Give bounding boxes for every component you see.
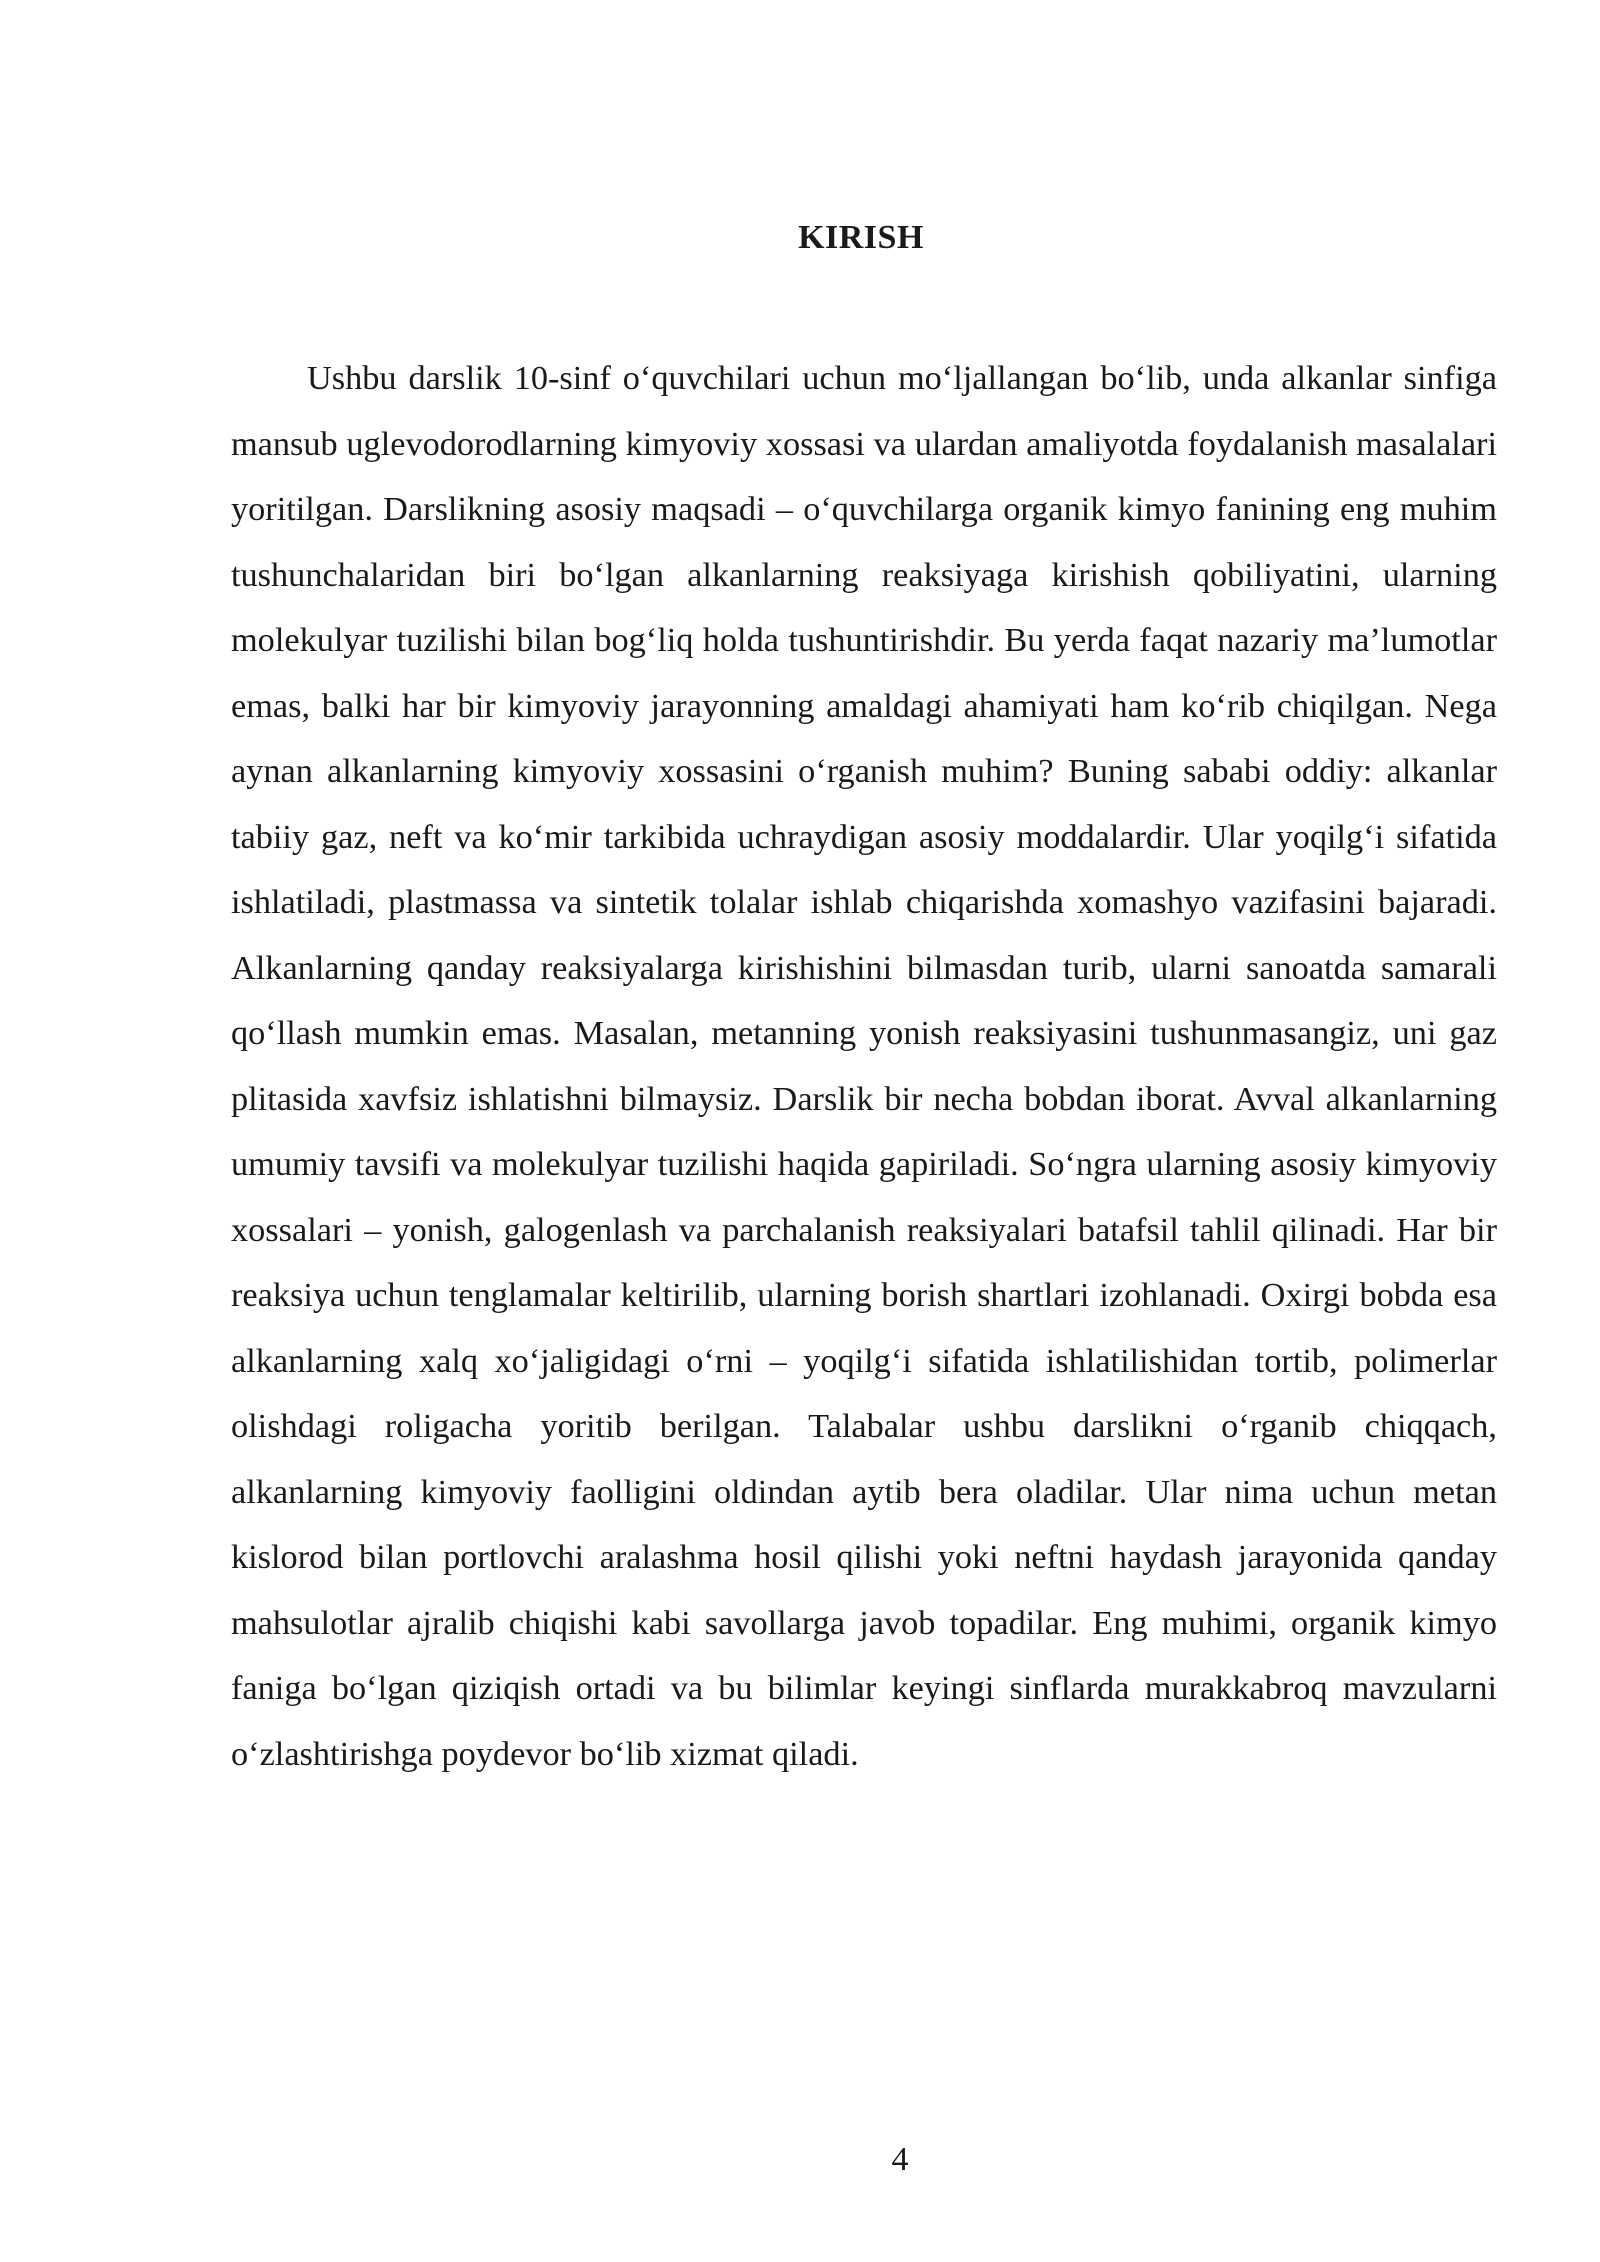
page-title: KIRISH	[798, 219, 924, 256]
page-number: 4	[891, 2141, 909, 2178]
body-paragraph: Ushbu darslik 10-sinf o‘quvchilari uchun mo‘ljallangan bo‘lib, unda alkanlar sinfiga mansub uglevodorodlarning kimyoviy xossasi va ulardan amaliyotda foydalanish masalalari yoritilgan. Darslikning asosiy maqsadi – o‘quvchilarga organik kimyo fanining eng muhim tushunchalaridan biri bo‘lgan alkanlarning reaksiyaga kirishish qobiliyatini, ularning molekulyar tuzilishi bilan bog‘liq holda tushuntirishdir. Bu yerda faqat nazariy ma’lumotlar emas, balki har bir kimyoviy jarayonning amaldagi ahamiyati ham ko‘rib chiqilgan. Nega aynan alkanlarning kimyoviy xossasini o‘rganish muhim? Buning sababi oddiy: alkanlar tabiiy gaz, neft va ko‘mir tarkibida uchraydigan asosiy moddalardir. Ular yoqilg‘i sifatida ishlatiladi, plastmassa va sintetik tolalar ishlab chiqarishda xomashyo vazifasini bajaradi. Alkanlarning qanday reaksiyalarga kirishishini bilmasdan turib, ularni sanoatda samarali qo‘llash mumkin emas. Masalan, metanning yonish reaksiyasini tushunmasangiz, uni gaz plitasida xavfsiz ishlatishni bilmaysiz. Darslik bir necha bobdan iborat. Avval alkanlarning umumiy tavsifi va molekulyar tuzilishi haqida gapiriladi. So‘ngra ularning asosiy kimyoviy xossalari – yonish, galogenlash va parchalanish reaksiyalari batafsil tahlil qilinadi. Har bir reaksiya uchun tenglamalar keltirilib, ularning borish shartlari izohlanadi. Oxirgi bobda esa alkanlarning xalq xo‘jaligidagi o‘rni – yoqilg‘i sifatida ishlatilishidan tortib, polimerlar olishdagi roligacha yoritib berilgan. Talabalar ushbu darslikni o‘rganib chiqqach, alkanlarning kimyoviy faolligini oldindan aytib bera oladilar. Ular nima uchun metan kislorod bilan portlovchi aralashma hosil qilishi yoki neftni haydash jarayonida qanday mahsulotlar ajralib chiqishi kabi savollarga javob topadilar. Eng muhimi, organik kimyo faniga bo‘lgan qiziqish ortadi va bu bilimlar keyingi sinflarda murakkabroq mavzularni o‘zlashtirishga poydevor bo‘lib xizmat qiladi.	[231, 359, 1497, 1773]
